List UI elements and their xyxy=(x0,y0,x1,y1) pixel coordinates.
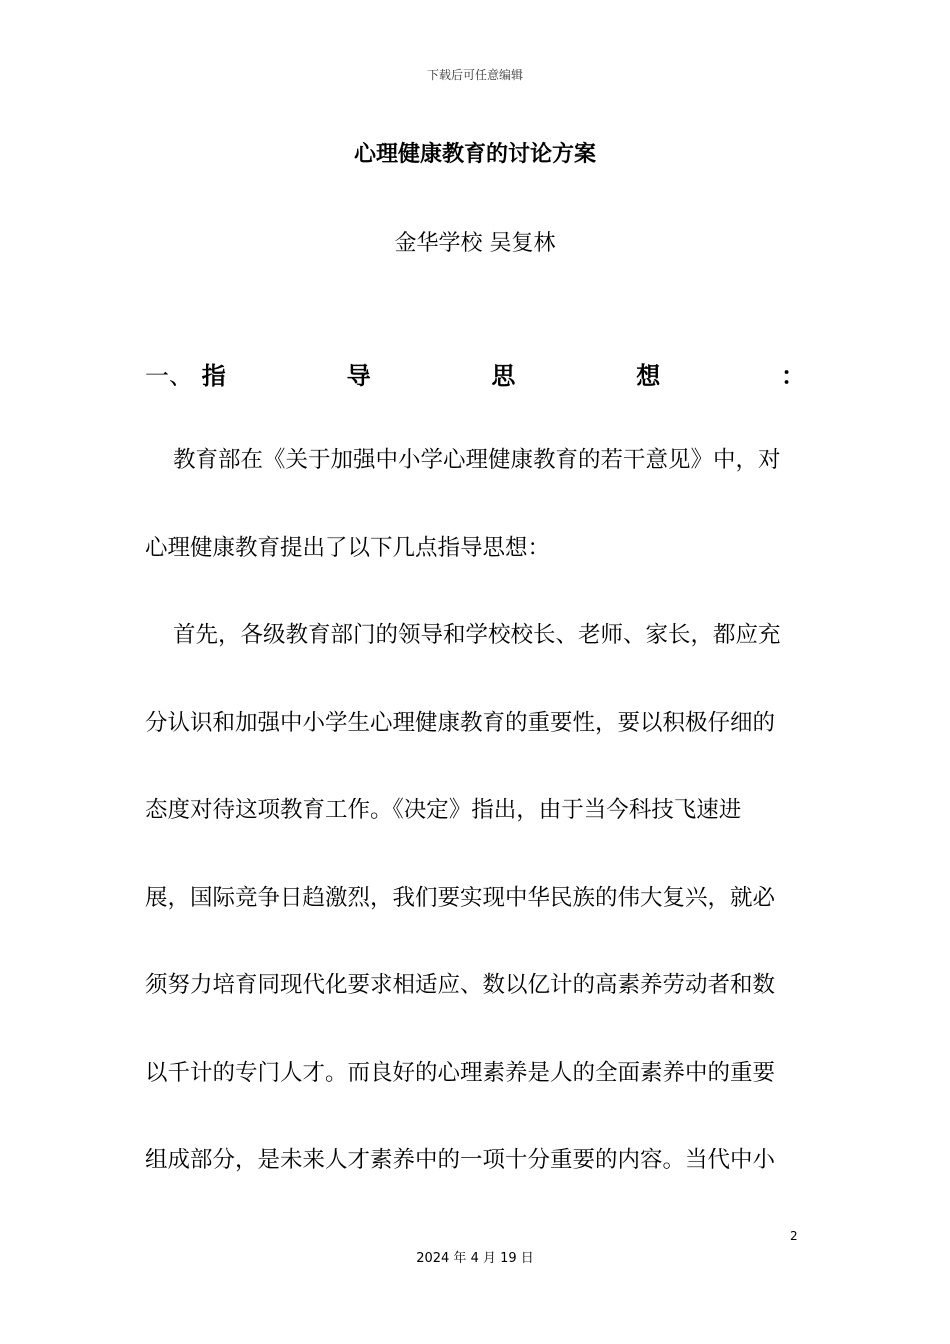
section-heading-char: 指 xyxy=(201,361,226,390)
paragraph-line: 心理健康教育提出了以下几点指导思想： xyxy=(145,534,551,561)
paragraph-line: 须努力培育同现代化要求相适应、数以亿计的高素养劳动者和数 xyxy=(145,972,776,998)
paragraph-line: 组成部分，是未来人才素养中的一项十分重要的内容。当代中小 xyxy=(145,1147,776,1173)
paragraph-line: 首先，各级教育部门的领导和学校校长、老师、家长，都应充 xyxy=(173,622,781,648)
header-note: 下载后可任意编辑 xyxy=(426,68,523,82)
paragraph-line: 教育部在《关于加强中小学心理健康教育的若干意见》中，对 xyxy=(173,447,781,473)
paragraph-line: 展，国际竞争日趋激烈，我们要实现中华民族的伟大复兴，就必 xyxy=(145,884,776,911)
section-heading-char: 思 xyxy=(491,361,516,390)
page-number: 2 xyxy=(790,1229,798,1243)
section-heading xyxy=(145,357,805,389)
paragraph-line: 态度对待这项教育工作。《决定》指出，由于当今科技飞速进 xyxy=(145,797,742,823)
paragraph-line: 以千计的专门人才。而良好的心理素养是人的全面素养中的重要 xyxy=(145,1059,776,1086)
section-heading-char: 想 xyxy=(636,361,661,390)
body-text xyxy=(145,430,805,1218)
section-number: 一、 xyxy=(145,361,193,390)
section-heading-char: 导 xyxy=(346,361,371,390)
document-title: 心理健康教育的讨论方案 xyxy=(353,142,596,167)
section-heading-char: ： xyxy=(780,361,805,390)
footer-date: 2024 年 4 月 19 日 xyxy=(416,1251,534,1266)
paragraph-line: 分认识和加强中小学生心理健康教育的重要性，要以积极仔细的 xyxy=(145,709,776,736)
document-author: 金华学校 吴复林 xyxy=(394,231,556,256)
